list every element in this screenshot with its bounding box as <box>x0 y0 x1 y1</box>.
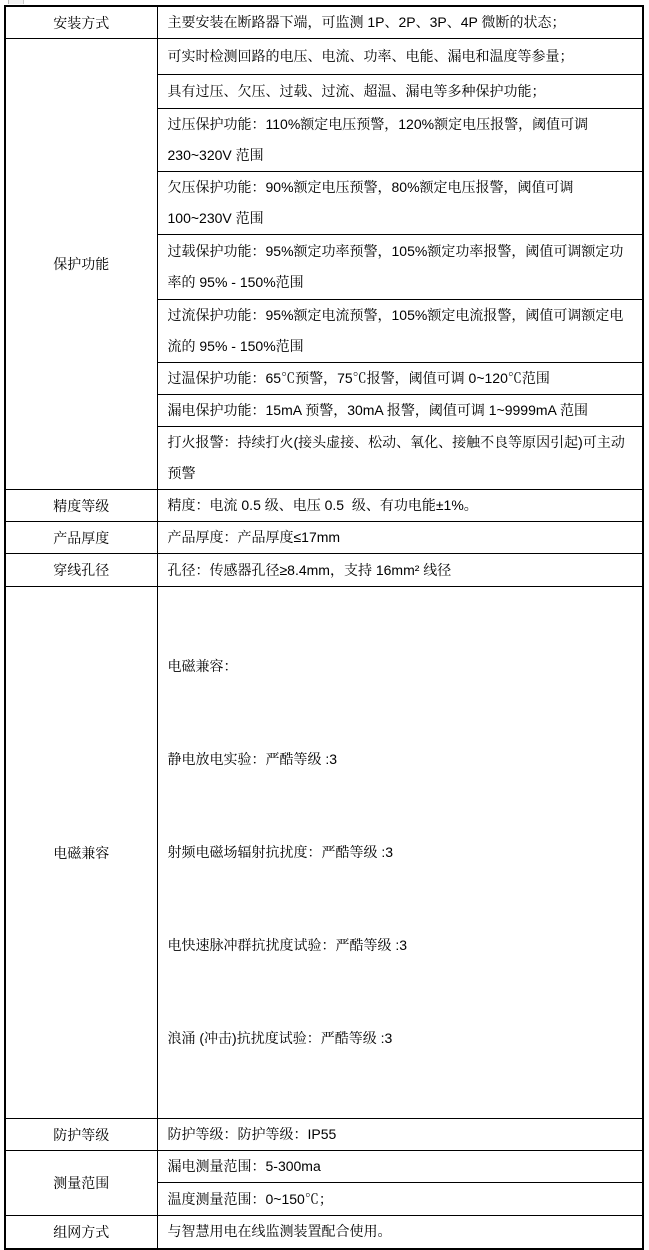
row-label-emc: 电磁兼容 <box>5 587 157 1119</box>
row-label-protection: 保护功能 <box>5 39 157 490</box>
table-row <box>5 522 643 554</box>
emc-line-eft: 电快速脉冲群抗扰度试验：严酷等级 :3 <box>167 937 408 953</box>
cell-product-thickness: 产品厚度：产品厚度≤17mm <box>157 522 643 554</box>
emc-line-esd: 静电放电实验：严酷等级 :3 <box>167 751 338 767</box>
emc-line-rf-immunity: 射频电磁场辐射抗扰度：严酷等级 :3 <box>167 844 394 860</box>
cell-overcurrent-protection: 过流保护功能：95%额定电流预警，105%额定电流报警，阈值可调额定电流的 95% - 150%范围 <box>157 300 643 363</box>
row-label-accuracy-class: 精度等级 <box>5 490 157 522</box>
table-row <box>5 490 643 522</box>
table-row <box>5 6 643 39</box>
cell-ip-rating: 防护等级：防护等级：IP55 <box>157 1119 643 1151</box>
table-row <box>5 39 643 75</box>
table-row <box>5 1119 643 1151</box>
cell-arc-fault-alarm: 打火报警：持续打火(接头虚接、松动、氧化、接触不良等原因引起)可主动预警 <box>157 427 643 490</box>
product-spec-table <box>4 5 644 1250</box>
cell-protection-realtime-params: 可实时检测回路的电压、电流、功率、电能、漏电和温度等参量； <box>157 39 643 75</box>
table-row <box>5 1151 643 1183</box>
emc-line-title: 电磁兼容： <box>167 658 238 674</box>
cell-networking-mode: 与智慧用电在线监测装置配合使用。 <box>157 1216 643 1249</box>
row-label-install-method: 安装方式 <box>5 6 157 39</box>
cell-temperature-measure-range: 温度测量范围：0~150℃； <box>157 1183 643 1216</box>
row-label-wire-aperture: 穿线孔径 <box>5 554 157 587</box>
cell-overtemperature-protection: 过温保护功能：65℃预警，75℃报警，阈值可调 0~120℃范围 <box>157 363 643 395</box>
cell-overvoltage-protection: 过压保护功能：110%额定电压预警，120%额定电压报警，阈值可调 230~320V 范围 <box>157 109 643 172</box>
cell-install-method: 主要安装在断路器下端，可监测 1P、2P、3P、4P 微断的状态； <box>157 6 643 39</box>
emc-line-surge: 浪涌 (冲击)抗扰度试验：严酷等级 :3 <box>167 1030 393 1046</box>
cell-undervoltage-protection: 欠压保护功能：90%额定电压预警，80%额定电压报警，阈值可调 100~230V 范围 <box>157 172 643 235</box>
row-label-ip-rating: 防护等级 <box>5 1119 157 1151</box>
table-row <box>5 554 643 587</box>
cell-overload-protection: 过载保护功能：95%额定功率预警，105%额定功率报警，阈值可调额定功率的 95% - 150%范围 <box>157 235 643 300</box>
row-label-product-thickness: 产品厚度 <box>5 522 157 554</box>
table-row <box>5 587 643 1119</box>
cell-emc <box>157 587 643 1119</box>
row-label-measure-range: 测量范围 <box>5 1151 157 1216</box>
table-move-handle-fragment <box>8 0 24 4</box>
row-label-networking-mode: 组网方式 <box>5 1216 157 1249</box>
cell-accuracy-class: 精度：电流 0.5 级、电压 0.5 级、有功电能±1%。 <box>157 490 643 522</box>
cell-protection-types: 具有过压、欠压、过载、过流、超温、漏电等多种保护功能； <box>157 75 643 109</box>
cell-leakage-measure-range: 漏电测量范围：5-300ma <box>157 1151 643 1183</box>
cell-wire-aperture: 孔径：传感器孔径≥8.4mm，支持 16mm² 线径 <box>157 554 643 587</box>
table-row <box>5 1216 643 1249</box>
cell-leakage-protection: 漏电保护功能：15mA 预警，30mA 报警，阈值可调 1~9999mA 范围 <box>157 395 643 427</box>
